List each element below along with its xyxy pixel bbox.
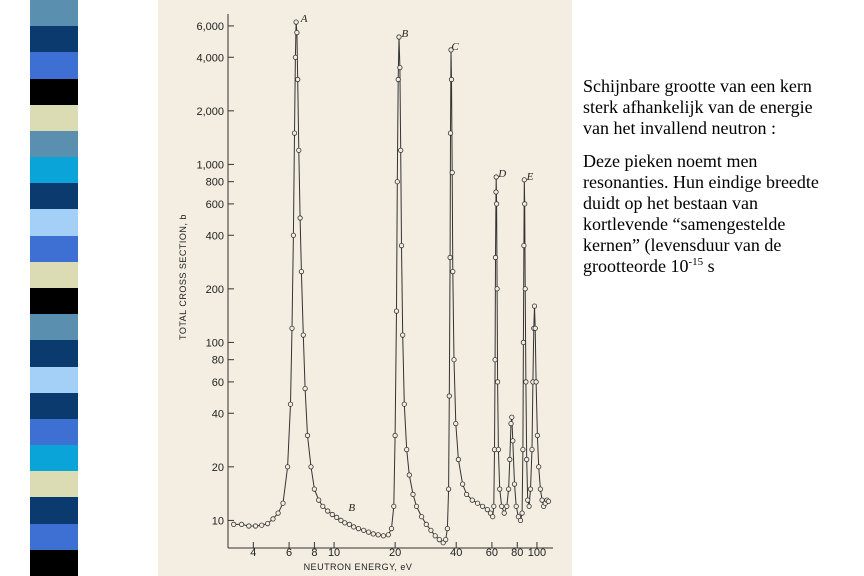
data-point — [522, 243, 526, 247]
decor-stripe — [30, 209, 78, 236]
data-point — [444, 537, 448, 541]
intro-paragraph: Schijnbare grootte van een kern sterk afhankelijk van de energie van het invallend neutron : — [583, 76, 813, 138]
x-tick-label: 8 — [311, 547, 318, 559]
peak-label: E — [526, 170, 534, 183]
data-point — [446, 487, 450, 491]
data-point — [371, 532, 375, 536]
data-point — [528, 487, 532, 491]
decor-stripe — [30, 236, 78, 263]
data-point — [317, 498, 321, 502]
data-point — [399, 148, 403, 152]
resonance-paragraph — [583, 151, 843, 277]
data-point — [521, 447, 525, 451]
data-point — [491, 515, 495, 519]
data-point — [433, 534, 437, 538]
y-tick-label: 2,000 — [196, 105, 224, 118]
data-point — [393, 433, 397, 437]
data-point — [405, 447, 409, 451]
decor-stripe — [30, 393, 78, 420]
data-point — [309, 465, 313, 469]
y-tick-label: 800 — [205, 176, 224, 189]
cross-section-curve — [234, 22, 549, 543]
data-point — [301, 333, 305, 337]
data-point — [521, 340, 525, 344]
data-point — [445, 526, 449, 530]
data-point — [449, 77, 453, 81]
decor-stripe — [30, 157, 78, 184]
data-point — [448, 255, 452, 259]
data-point — [518, 518, 522, 522]
data-point — [447, 394, 451, 398]
data-point — [495, 380, 499, 384]
data-point — [537, 465, 541, 469]
data-point — [253, 524, 257, 528]
decor-stripe — [30, 105, 78, 132]
data-point — [535, 433, 539, 437]
decorative-stripe-bar — [30, 0, 78, 576]
data-point — [295, 30, 299, 34]
y-tick-label: 60 — [211, 376, 224, 389]
x-tick-label: 80 — [511, 547, 524, 559]
data-point — [303, 386, 307, 390]
data-point — [356, 526, 360, 530]
y-tick-label: 100 — [205, 337, 224, 350]
data-point — [330, 512, 334, 516]
data-point — [512, 482, 516, 486]
peak-label: D — [498, 167, 507, 180]
decor-stripe — [30, 445, 78, 472]
y-tick-label: 200 — [205, 283, 224, 296]
data-point — [326, 509, 330, 513]
data-point — [343, 521, 347, 525]
data-point — [312, 487, 316, 491]
data-point — [396, 77, 400, 81]
data-point — [392, 504, 396, 508]
data-point — [530, 447, 534, 451]
data-point — [450, 170, 454, 174]
data-point — [520, 511, 524, 515]
decor-stripe — [30, 419, 78, 446]
data-point — [495, 287, 499, 291]
data-point — [505, 504, 509, 508]
decor-stripe — [30, 288, 78, 315]
y-tick-label: 600 — [205, 198, 224, 211]
data-point — [305, 433, 309, 437]
y-tick-label: 1,000 — [196, 159, 224, 172]
peak-label: C — [451, 40, 459, 53]
decor-stripe — [30, 497, 78, 524]
data-point — [399, 243, 403, 247]
data-point — [526, 498, 530, 502]
peak-label: B — [348, 501, 356, 514]
data-point — [290, 326, 294, 330]
x-tick-label: 60 — [485, 547, 499, 559]
x-axis-title: NEUTRON ENERGY, eV — [303, 562, 413, 572]
data-point — [546, 499, 550, 503]
data-point — [492, 504, 496, 508]
peak-label: B — [401, 27, 409, 40]
data-point — [493, 358, 497, 362]
decor-stripe — [30, 524, 78, 551]
data-point — [460, 482, 464, 486]
data-point — [464, 492, 468, 496]
data-point — [437, 537, 441, 541]
resonance-text: Deze pieken noemt men resonanties. Hun eindige breedte duidt op het bestaan van kortlevende “samengestelde kernen” (levensduur van de grootteorde 10 — [583, 151, 819, 276]
data-point — [389, 526, 393, 530]
data-point — [335, 515, 339, 519]
data-point — [506, 487, 510, 491]
data-point — [402, 402, 406, 406]
data-point — [448, 131, 452, 135]
x-tick-label: 40 — [450, 547, 463, 559]
data-point — [297, 148, 301, 152]
data-point — [276, 511, 280, 515]
data-point — [451, 269, 455, 273]
data-point — [407, 473, 411, 477]
data-point — [347, 522, 351, 526]
data-point — [362, 528, 366, 532]
data-point — [475, 501, 479, 505]
data-point — [419, 515, 423, 519]
decor-stripe — [30, 52, 78, 79]
data-point — [394, 309, 398, 313]
data-point — [414, 504, 418, 508]
data-point — [527, 504, 531, 508]
unit-seconds: s — [703, 256, 715, 276]
decor-stripe — [30, 183, 78, 210]
data-point — [247, 524, 251, 528]
peak-label: A — [300, 13, 308, 26]
data-point — [291, 233, 295, 237]
data-point — [321, 504, 325, 508]
data-point — [511, 439, 515, 443]
data-point — [298, 216, 302, 220]
data-point — [411, 492, 415, 496]
data-point — [538, 487, 542, 491]
data-point — [424, 522, 428, 526]
data-point — [508, 457, 512, 461]
decor-stripe — [30, 79, 78, 106]
decor-stripe — [30, 314, 78, 341]
data-point — [294, 20, 298, 24]
y-axis-title: TOTAL CROSS SECTION, b — [178, 214, 188, 340]
data-point — [498, 487, 502, 491]
data-point — [496, 447, 500, 451]
data-point — [296, 77, 300, 81]
data-point — [514, 504, 518, 508]
data-point — [454, 421, 458, 425]
data-point — [381, 534, 385, 538]
x-tick-label: 100 — [527, 547, 547, 559]
data-point — [493, 255, 497, 259]
data-point — [386, 533, 390, 537]
data-point — [299, 269, 303, 273]
decor-stripe — [30, 262, 78, 289]
y-tick-label: 80 — [211, 354, 224, 367]
y-tick-label: 10 — [211, 515, 224, 528]
y-tick-label: 400 — [205, 230, 224, 243]
data-point — [456, 457, 460, 461]
data-point — [523, 202, 527, 206]
data-point — [260, 523, 264, 527]
y-tick-label: 6,000 — [196, 20, 224, 33]
data-point — [533, 326, 537, 330]
data-point — [232, 522, 236, 526]
decor-stripe — [30, 550, 78, 576]
decor-stripe — [30, 340, 78, 367]
data-point — [288, 402, 292, 406]
data-point — [494, 202, 498, 206]
data-point — [470, 498, 474, 502]
x-tick-label: 6 — [286, 547, 293, 559]
data-point — [265, 521, 269, 525]
decor-stripe — [30, 131, 78, 158]
data-point — [534, 380, 538, 384]
decor-stripe — [30, 471, 78, 498]
text-panel — [583, 76, 843, 289]
data-point — [352, 525, 356, 529]
data-point — [292, 131, 296, 135]
data-point — [239, 522, 243, 526]
data-point — [395, 180, 399, 184]
data-point — [398, 65, 402, 69]
data-point — [494, 190, 498, 194]
data-point — [366, 530, 370, 534]
decor-stripe — [30, 367, 78, 394]
data-point — [502, 511, 506, 515]
data-point — [509, 421, 513, 425]
decor-stripe — [30, 26, 78, 53]
exponent: -15 — [688, 256, 704, 268]
data-point — [510, 415, 514, 419]
data-point — [480, 504, 484, 508]
cross-section-chart — [158, 0, 572, 576]
data-point — [500, 504, 504, 508]
data-point — [285, 465, 289, 469]
data-point — [429, 528, 433, 532]
data-point — [401, 333, 405, 337]
x-tick-label: 20 — [389, 547, 402, 559]
y-tick-label: 20 — [211, 461, 224, 474]
x-tick-label: 4 — [250, 547, 257, 559]
y-tick-label: 4,000 — [196, 52, 224, 65]
data-point — [524, 380, 528, 384]
data-point — [525, 457, 529, 461]
x-tick-label: 10 — [327, 547, 341, 559]
data-point — [293, 55, 297, 59]
data-point — [281, 501, 285, 505]
decor-stripe — [30, 0, 78, 27]
chart-scan — [158, 0, 572, 576]
data-point — [523, 287, 527, 291]
data-point — [532, 304, 536, 308]
data-point — [452, 358, 456, 362]
y-tick-label: 40 — [211, 408, 224, 421]
data-point — [376, 533, 380, 537]
data-point — [271, 517, 275, 521]
